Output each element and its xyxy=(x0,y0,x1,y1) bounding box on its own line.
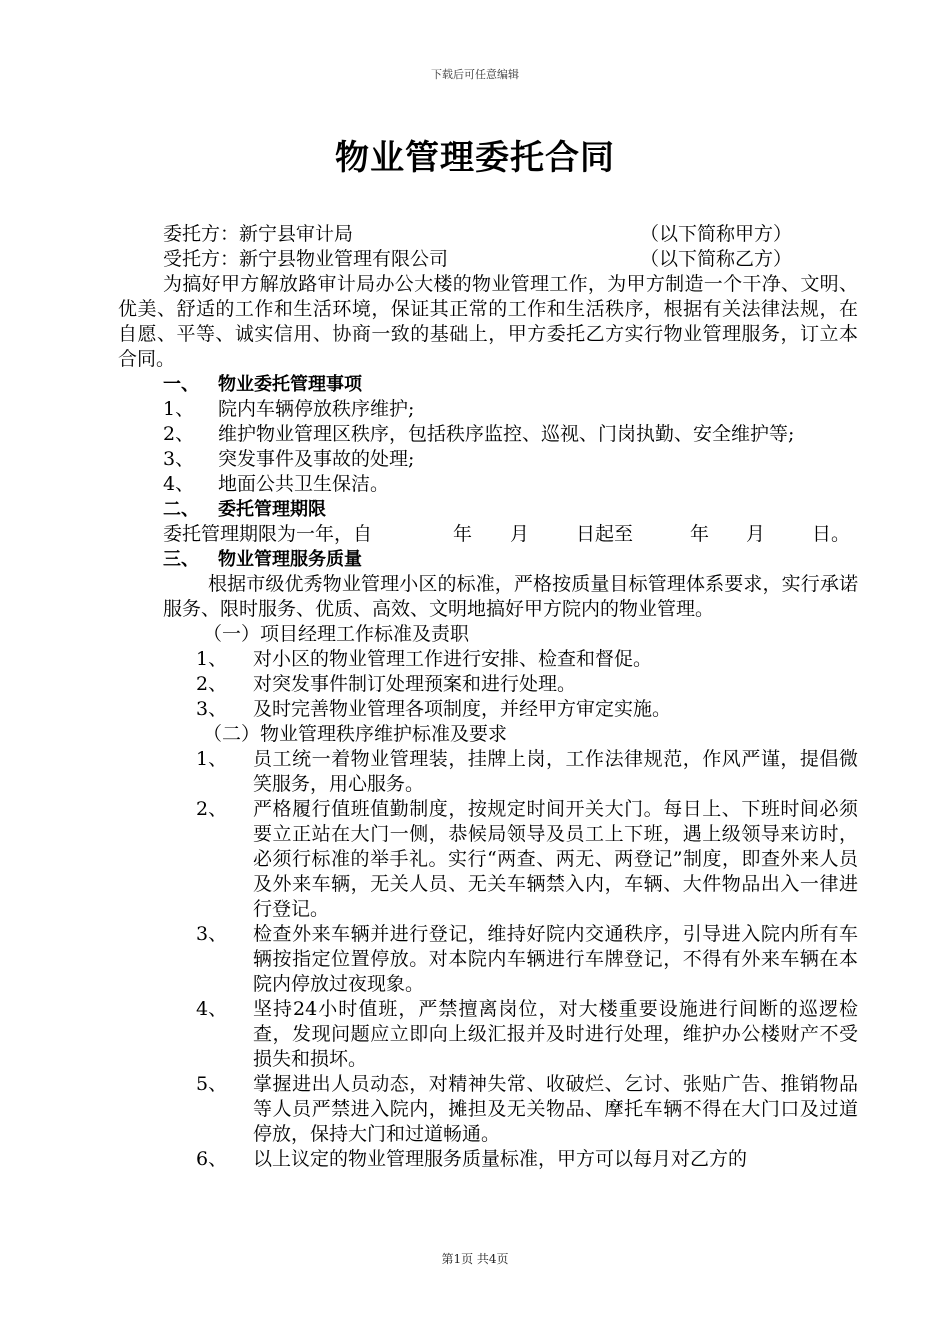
subsection-1-item xyxy=(118,697,858,722)
term-year-start: 年 xyxy=(453,523,473,545)
item-text: 员工统一着物业管理装，挂牌上岗，工作法律规范，作风严谨，提倡微笑服务，用心服务。 xyxy=(253,748,858,795)
contractor-alias: （以下简称乙方） xyxy=(640,248,793,270)
section-3-intro: 根据市级优秀物业管理小区的标准，严格按质量目标管理体系要求，实行承诺服务、限时服务、优质、高效、文明地搞好甲方院内的物业管理。 xyxy=(163,573,858,620)
subsection-2-title: （二）物业管理秩序维护标准及要求 xyxy=(203,723,508,745)
term-year-end: 年 xyxy=(690,523,710,545)
section-3-title: 物业管理服务质量 xyxy=(218,549,362,570)
header-note: 下载后可任意编辑 xyxy=(431,68,519,81)
item-number: 6、 xyxy=(196,1148,228,1170)
item-text: 地面公共卫生保洁。 xyxy=(218,473,390,495)
term-day-end: 日。 xyxy=(812,523,851,545)
item-number: 3、 xyxy=(196,923,228,945)
section-3-number: 三、 xyxy=(163,549,199,570)
item-number: 2、 xyxy=(196,673,228,695)
item-number: 1、 xyxy=(196,648,228,670)
subsection-1-item xyxy=(118,647,858,672)
contract-body xyxy=(118,222,858,1172)
item-text: 及时完善物业管理各项制度，并经甲方审定实施。 xyxy=(253,698,672,720)
subsection-2-item xyxy=(118,747,858,797)
item-number: 2、 xyxy=(196,798,228,820)
document-title: 物业管理委托合同 xyxy=(335,138,615,178)
subsection-2-item xyxy=(118,1072,858,1147)
term-day-start: 日起至 xyxy=(576,523,634,545)
item-number: 3、 xyxy=(196,698,228,720)
subsection-2-item xyxy=(118,922,858,997)
item-number: 4、 xyxy=(163,473,195,495)
item-text: 维护物业管理区秩序，包括秩序监控、巡视、门岗执勤、安全维护等; xyxy=(218,423,795,445)
section-1-heading xyxy=(118,372,858,397)
item-text: 掌握进出人员动态，对精神失常、收破烂、乞讨、张贴广告、推销物品等人员严禁进入院内，摊担及无关物品、摩托车辆不得在大门口及过道停放，保持大门和过道畅通。 xyxy=(253,1073,858,1145)
subsection-2-item xyxy=(118,797,858,922)
item-number: 3、 xyxy=(163,448,195,470)
intro-paragraph: 为搞好甲方解放路审计局办公大楼的物业管理工作，为甲方制造一个干净、文明、优美、舒适的工作和生活环境，保证其正常的工作和生活秩序，根据有关法律法规，在自愿、平等、诚实信用、协商一致的基础上，甲方委托乙方实行物业管理服务，订立本合同。 xyxy=(118,273,858,370)
item-text: 对小区的物业管理工作进行安排、检查和督促。 xyxy=(253,648,653,670)
section-2-title: 委托管理期限 xyxy=(218,499,326,520)
client-label: 委托方：新宁县审计局 xyxy=(163,223,354,245)
item-text: 检查外来车辆并进行登记，维持好院内交通秩序，引导进入院内所有车辆按指定位置停放。对本院内车辆进行车牌登记，不得有外来车辆在本院内停放过夜现象。 xyxy=(253,923,858,995)
subsection-2-item xyxy=(118,997,858,1072)
section-2-heading xyxy=(118,497,858,522)
term-month-end: 月 xyxy=(746,523,766,545)
section-3-heading xyxy=(118,547,858,572)
item-number: 5、 xyxy=(196,1073,228,1095)
subsection-1-item xyxy=(118,672,858,697)
item-text: 对突发事件制订处理预案和进行处理。 xyxy=(253,673,577,695)
item-text: 坚持24小时值班，严禁擅离岗位，对大楼重要设施进行间断的巡逻检查，发现问题应立即向上级汇报并及时进行处理，维护办公楼财产不受损失和损坏。 xyxy=(253,998,858,1070)
item-number: 1、 xyxy=(196,748,228,770)
item-text: 以上议定的物业管理服务质量标准，甲方可以每月对乙方的 xyxy=(253,1148,748,1170)
section-1-item xyxy=(118,397,858,422)
contractor-row xyxy=(118,247,858,272)
section-1-item xyxy=(118,472,858,497)
section-1-title: 物业委托管理事项 xyxy=(218,374,362,395)
subsection-1-title: （一）项目经理工作标准及责职 xyxy=(203,623,470,645)
section-2-number: 二、 xyxy=(163,499,199,520)
item-number: 2、 xyxy=(163,423,195,445)
item-text: 严格履行值班值勤制度，按规定时间开关大门。每日上、下班时间必须要立正站在大门一侧，恭候局领导及员工上下班，遇上级领导来访时，必须行标准的举手礼。实行“两查、两无、两登记”制度，即查外来人员及外来车辆，无关人员、无关车辆禁入内，车辆、大件物品出入一律进行登记。 xyxy=(253,798,858,920)
client-alias: （以下简称甲方） xyxy=(640,223,793,245)
term-month-start: 月 xyxy=(510,523,530,545)
contractor-label: 受托方：新宁县物业管理有限公司 xyxy=(163,248,449,270)
section-1-number: 一、 xyxy=(163,374,199,395)
item-number: 4、 xyxy=(196,998,228,1020)
subsection-2-item xyxy=(118,1147,858,1172)
item-text: 院内车辆停放秩序维护; xyxy=(218,398,415,420)
section-1-item xyxy=(118,422,858,447)
term-period-line xyxy=(118,522,858,547)
section-1-item xyxy=(118,447,858,472)
item-text: 突发事件及事故的处理; xyxy=(218,448,415,470)
item-number: 1、 xyxy=(163,398,195,420)
client-row xyxy=(118,222,858,247)
page-footer: 第1页 共4页 xyxy=(441,1252,509,1266)
term-text: 委托管理期限为一年，自 xyxy=(163,523,373,545)
